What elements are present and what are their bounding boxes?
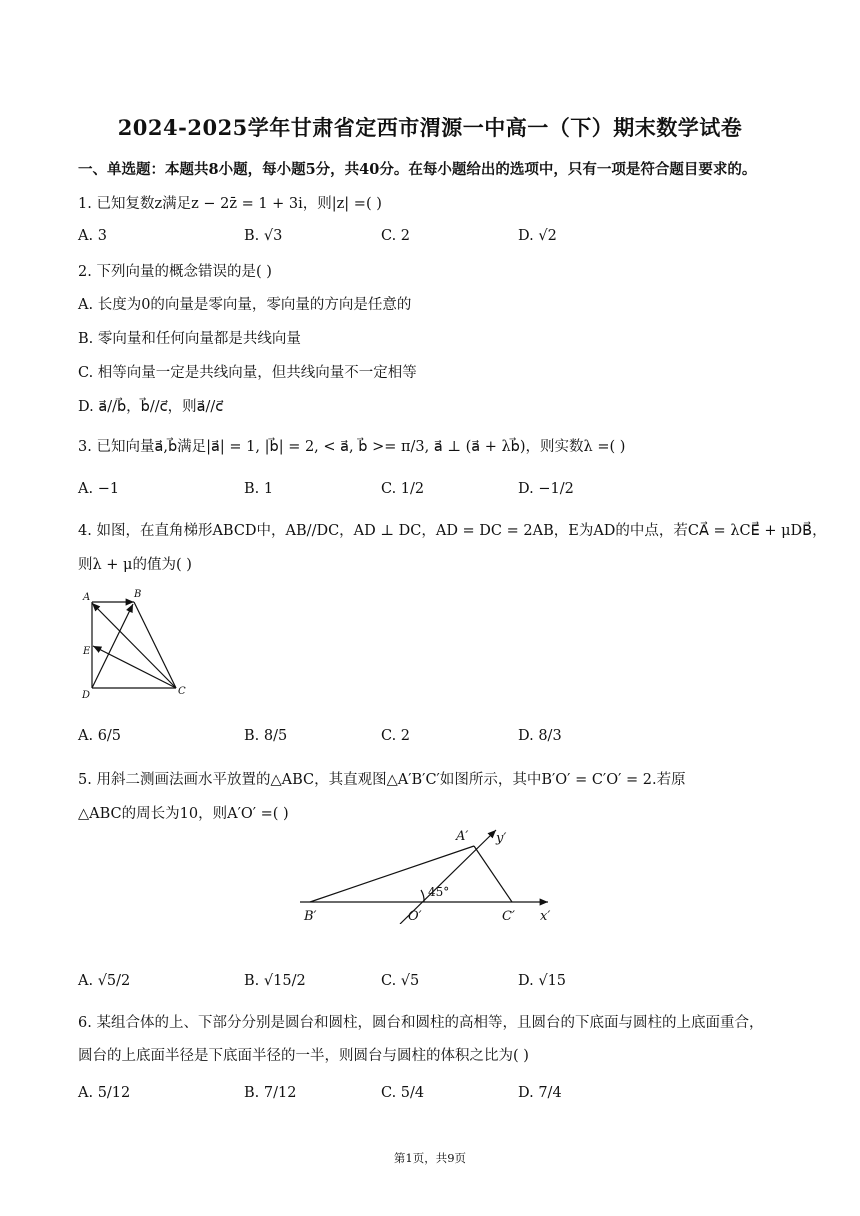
fig5-label-45deg: 45° [428,885,450,899]
fig5-label-a-prime: A′ [456,829,469,844]
q3-option-d: D. −1/2 [518,481,574,497]
fig4-label-e: E [83,646,91,657]
fig4-label-d: D [82,690,91,701]
question-5-stem-line2: △ABC的周长为10，则A′O′ =( ) [78,806,289,822]
fig5-label-o-prime: O′ [408,909,422,924]
section-heading: 一、单选题：本题共8小题，每小题5分，共40分。在每小题给出的选项中，只有一项是符合题目要求的。 [78,161,757,178]
q1-option-c: C. 2 [381,228,411,244]
fig4-label-c: C [178,686,186,697]
question-4-stem-line1: 4. 如图，在直角梯形ABCD中，AB//DC，AD ⊥ DC，AD = DC = 2AB，E为AD的中点，若CA⃗ = λCE⃗ + μDB⃗， [78,523,827,539]
q4-option-d: D. 8/3 [518,728,562,744]
trapezoid-figure [76,584,196,702]
q6-option-c: C. 5/4 [381,1085,425,1101]
oblique-triangle-figure [296,824,566,924]
q2-option-b: B. 零向量和任何向量都是共线向量 [78,331,301,347]
q2-option-c: C. 相等向量一定是共线向量，但共线向量不一定相等 [78,365,417,381]
fig5-label-y-prime: y′ [496,831,507,846]
question-2-stem: 2. 下列向量的概念错误的是( ) [78,264,272,280]
q6-option-d: D. 7/4 [518,1085,562,1101]
q2-option-d: D. a⃗//b⃗，b⃗//c⃗，则a⃗//c⃗ [78,399,224,415]
q3-option-c: C. 1/2 [381,481,425,497]
q6-option-b: B. 7/12 [244,1085,297,1101]
q1-option-a: A. 3 [78,228,107,244]
question-4-stem-line2: 则λ + μ的值为( ) [78,557,192,573]
q1-option-b: B. √3 [244,228,283,244]
question-1-stem: 1. 已知复数z满足z − 2z̄ = 1 + 3i，则|z| =( ) [78,196,382,212]
q5-option-a: A. √5/2 [78,973,131,989]
q4-option-c: C. 2 [381,728,411,744]
fig5-label-b-prime: B′ [304,909,317,924]
fig4-label-a: A [83,592,91,603]
question-5-stem-line1: 5. 用斜二测画法画水平放置的△ABC，其直观图△A′B′C′如图所示，其中B′O′ = C′O′ = 2.若原 [78,772,686,788]
fig5-label-c-prime: C′ [502,909,515,924]
q5-option-c: C. √5 [381,973,420,989]
question-6-stem-line1: 6. 某组合体的上、下部分分别是圆台和圆柱，圆台和圆柱的高相等，且圆台的下底面与圆柱的上底面重合， [78,1015,764,1031]
q3-option-b: B. 1 [244,481,274,497]
q1-option-d: D. √2 [518,228,557,244]
question-3-stem: 3. 已知向量a⃗,b⃗满足|a⃗| = 1, |b⃗| = 2, < a⃗, b⃗ >= π/3, a⃗ ⊥ (a⃗ + λb⃗)，则实数λ =( ) [78,439,626,455]
page-title: 2024-2025学年甘肃省定西市渭源一中高一（下）期末数学试卷 [117,115,743,140]
q6-option-a: A. 5/12 [78,1085,131,1101]
q4-option-b: B. 8/5 [244,728,288,744]
q4-option-a: A. 6/5 [78,728,122,744]
q3-option-a: A. −1 [78,481,120,497]
q2-option-a: A. 长度为0的向量是零向量，零向量的方向是任意的 [78,297,412,313]
fig5-label-x-prime: x′ [540,909,551,924]
q5-option-b: B. √15/2 [244,973,306,989]
page-footer: 第1页，共9页 [393,1151,467,1165]
fig4-label-b: B [134,589,142,600]
q5-option-d: D. √15 [518,973,567,989]
question-6-stem-line2: 圆台的上底面半径是下底面半径的一半，则圆台与圆柱的体积之比为( ) [78,1048,529,1064]
